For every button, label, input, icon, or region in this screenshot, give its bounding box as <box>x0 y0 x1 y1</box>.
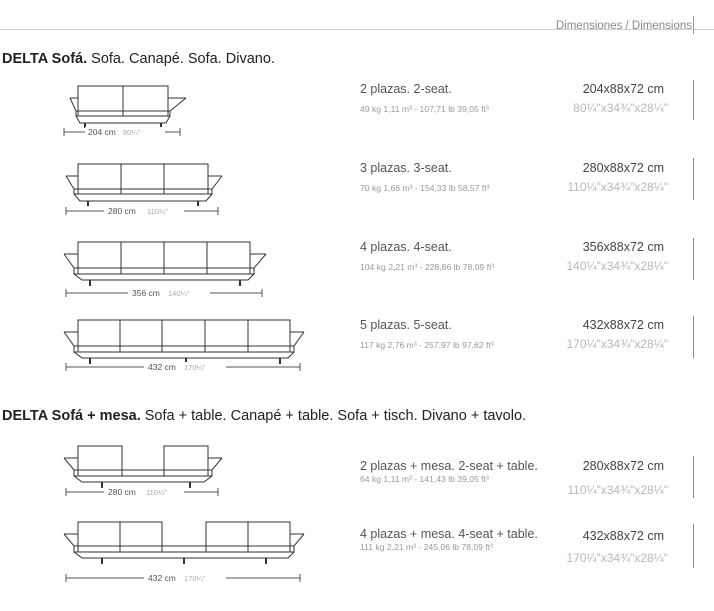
sofa-width-cm: 432 cm <box>148 573 176 582</box>
item-dim-in: 110¼"x34¾"x28¼" <box>567 180 668 194</box>
sofa-width-in: 80¼" <box>123 128 141 137</box>
section-title-rest: Sofa. Canapé. Sofa. Divano. <box>87 51 275 67</box>
sofa-2-seat-drawing <box>0 78 340 140</box>
sofa-width-in: 110¼" <box>147 207 168 216</box>
sofa-2-seat-table-drawing <box>0 440 340 502</box>
header-tick <box>693 16 694 34</box>
item-dim-in: 170¼"x34¾"x28¼" <box>566 551 668 565</box>
sofa-width-cm: 356 cm <box>132 288 160 298</box>
item-spec: 64 kg 1,11 m³ - 141,43 lb 39,05 ft³ <box>360 474 489 484</box>
item-dim-in: 170¼"x34¾"x28¼" <box>566 337 668 351</box>
item-dim-cm: 432x88x72 cm <box>582 318 664 332</box>
header-title: Dimensiones / Dimensions <box>555 20 692 32</box>
item-dim-in: 110¼"x34¾"x28¼" <box>567 483 668 497</box>
section-title-rest: Sofa + table. Canapé + table. Sofa + tisch. Divano + tavolo. <box>140 408 527 424</box>
sofa-width-cm: 280 cm <box>108 206 136 216</box>
row-divider <box>693 238 694 280</box>
item-dim-cm: 432x88x72 cm <box>582 529 664 543</box>
section-title-sofa-table <box>2 408 526 424</box>
item-label: 4 plazas + mesa. 4-seat + table. <box>360 527 538 541</box>
sofa-width-in: 170¼" <box>184 363 206 372</box>
row-divider <box>693 158 694 200</box>
item-spec: 49 kg 1,11 m³ - 107,71 lb 39,05 ft³ <box>360 104 489 114</box>
item-dim-in: 80¼"x34¾"x28¼" <box>573 101 668 115</box>
item-spec: 111 kg 2,21 m³ - 245,06 lb 78,09 ft³ <box>360 542 493 552</box>
item-spec: 104 kg 2,21 m³ - 228,86 lb 78,09 ft³ <box>360 262 495 272</box>
item-label: 2 plazas. 2-seat. <box>360 82 452 96</box>
item-dim-cm: 356x88x72 cm <box>582 240 664 254</box>
section-title-bold: DELTA Sofá. <box>2 51 88 67</box>
item-dim-in: 140¼"x34¾"x28¼" <box>566 259 668 273</box>
sofa-4-seat-table-drawing <box>0 516 340 582</box>
item-label: 4 plazas. 4-seat. <box>360 240 452 254</box>
row-divider <box>693 80 694 120</box>
item-dim-cm: 204x88x72 cm <box>582 82 664 96</box>
item-label: 3 plazas. 3-seat. <box>360 161 452 175</box>
row-divider <box>693 524 694 568</box>
sofa-width-in: 110¼" <box>146 488 167 497</box>
sofa-width-cm: 280 cm <box>108 487 136 497</box>
sofa-width-in: 170¼" <box>184 574 206 582</box>
item-dim-cm: 280x88x72 cm <box>582 459 664 473</box>
sofa-width-cm: 204 cm <box>88 127 116 137</box>
row-divider <box>693 456 694 498</box>
section-title-bold: DELTA Sofá + mesa. <box>2 408 141 424</box>
sofa-5-seat-drawing <box>0 314 340 378</box>
section-title-sofa <box>2 51 275 67</box>
item-spec: 117 kg 2,76 m³ - 257,97 lb 97,62 ft³ <box>360 340 494 350</box>
row-divider <box>693 316 694 358</box>
sofa-width-cm: 432 cm <box>148 362 176 372</box>
sofa-width-in: 140¼" <box>168 289 190 298</box>
item-label: 2 plazas + mesa. 2-seat + table. <box>360 459 538 473</box>
sofa-4-seat-drawing <box>0 236 340 302</box>
item-dim-cm: 280x88x72 cm <box>582 161 664 175</box>
item-spec: 70 kg 1,66 m³ - 154,33 lb 58,57 ft³ <box>360 183 490 193</box>
sofa-3-seat-drawing <box>0 156 340 218</box>
item-label: 5 plazas. 5-seat. <box>360 318 452 332</box>
